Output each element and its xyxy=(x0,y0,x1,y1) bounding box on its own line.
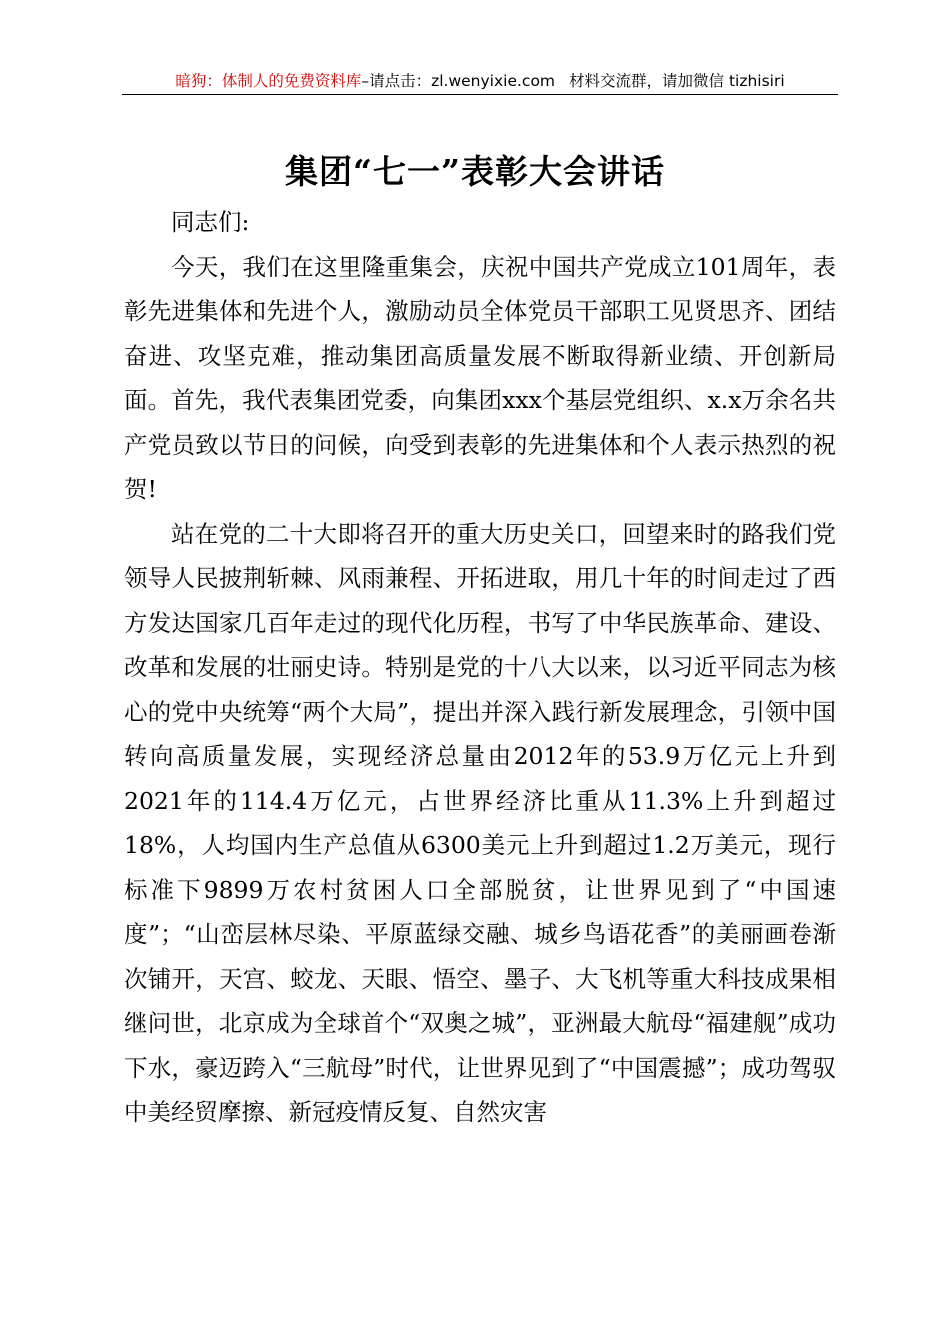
header-promo-text: 暗狗：体制人的免费资料库 xyxy=(175,72,362,90)
page-header xyxy=(122,68,838,95)
paragraph: 今天，我们在这里隆重集会，庆祝中国共产党成立101周年，表彰先进集体和先进个人，激励动员全体党员干部职工见贤思齐、团结奋进、攻坚克难，推动集团高质量发展不断取得新业绩、开创新局面。首先，我代表集团党委，向集团xxx个基层党组织、x.x万余名共产党员致以节日的问候，向受到表彰的先进集体和个人表示热烈的祝贺! xyxy=(124,252,836,503)
salutation: 同志们: xyxy=(171,208,250,236)
header-contact-text: 材料交流群，请加微信 tizhisiri xyxy=(569,72,785,90)
document-body xyxy=(124,200,836,1135)
document-title: 集团“七一”表彰大会讲话 xyxy=(285,152,665,191)
paragraph: 站在党的二十大即将召开的重大历史关口，回望来时的路我们党领导人民披荆斩棘、风雨兼程、开拓进取，用几十年的时间走过了西方发达国家几百年走过的现代化历程，书写了中华民族革命、建设、改革和发展的壮丽史诗。特别是党的十八大以来，以习近平同志为核心的党中央统筹“两个大局”，提出并深入践行新发展理念，引领中国转向高质量发展，实现经济总量由2012年的53.9万亿元上升到2021年的114.4万亿元，占世界经济比重从11.3%上升到超过18%，人均国内生产总值从6300美元上升到超过1.2万美元，现行标准下9899万农村贫困人口全部脱贫，让世界见到了“中国速度”；“山峦层林尽染、平原蓝绿交融、城乡鸟语花香”的美丽画卷渐次铺开，天宫、蛟龙、天眼、悟空、墨子、大飞机等重大科技成果相继问世，北京成为全球首个“双奥之城”，亚洲最大航母“福建舰”成功下水，豪迈跨入“三航母”时代，让世界见到了“中国震撼”；成功驾驭中美经贸摩擦、新冠疫情反复、自然灾害 xyxy=(124,519,836,1126)
header-link[interactable]: zl.wenyixie.com xyxy=(431,72,556,90)
header-link-prefix: –请点击： xyxy=(361,72,432,90)
